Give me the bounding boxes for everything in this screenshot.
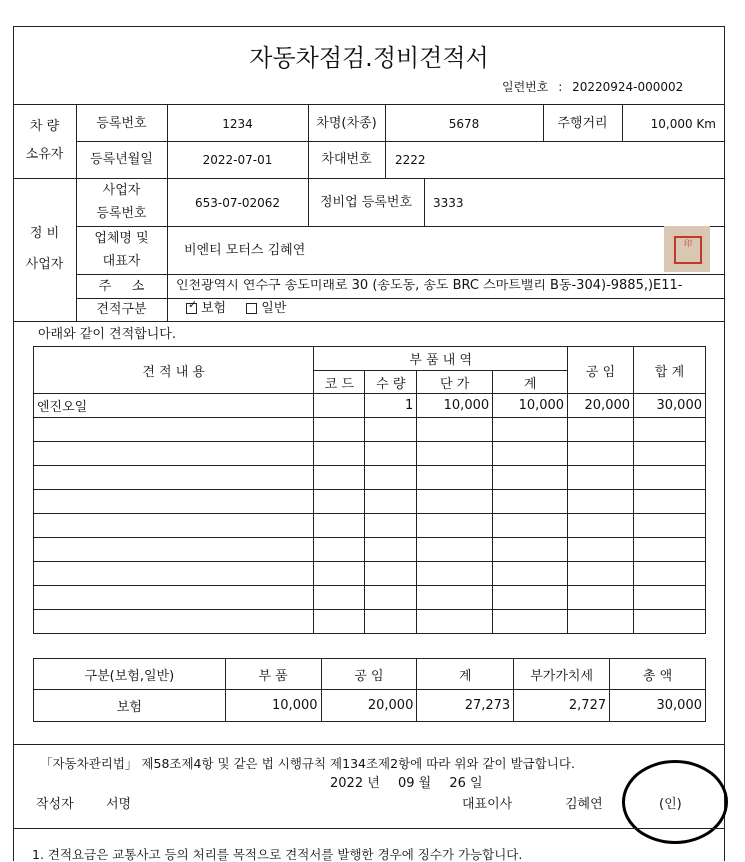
item-sum [493,466,568,490]
serial-sep: : [558,80,563,94]
item-qty: 1 [365,394,417,418]
checkbox-checked-icon[interactable]: ✓ [186,303,197,314]
summary-header-sum: 계 [417,659,514,690]
item-qty [365,442,417,466]
page-title: 자동차점검.정비견적서 [249,44,489,72]
item-unit-price [417,562,493,586]
item-unit-price [417,538,493,562]
item-sum [493,538,568,562]
address-value: 인천광역시 연수구 송도미래로 30 (송도동, 송도 BRC 스마트밸리 B동-304)-9885,)E11- [176,279,683,292]
item-labor [568,490,634,514]
item-code [314,586,365,610]
item-content [34,610,314,634]
ceo-label: 대표이사 [462,797,513,812]
table-row [34,538,706,562]
item-content [34,514,314,538]
item-qty [365,538,417,562]
header-parts: 부 품 내 역 [314,347,568,371]
item-code [314,394,365,418]
item-labor [568,562,634,586]
item-labor: 20,000 [568,394,634,418]
item-code [314,490,365,514]
vehicle-section-label-2: 소유자 [25,147,64,162]
date-day: 26 [449,776,466,791]
summary-header-type: 구분(보험,일반) [34,659,226,690]
item-unit-price: 10,000 [417,394,493,418]
item-qty [365,562,417,586]
item-labor [568,466,634,490]
item-code [314,610,365,634]
item-labor [568,586,634,610]
item-total [634,610,706,634]
date-year: 2022 [330,776,364,791]
item-labor [568,538,634,562]
item-qty [365,586,417,610]
item-code [314,514,365,538]
vehicle-section-label: 차 량 [29,119,60,134]
option-insurance-label: 보험 [201,301,227,316]
summary-parts: 10,000 [225,690,321,722]
summary-header-total: 총 액 [610,659,706,690]
summary-sum: 27,273 [417,690,514,722]
item-total [634,562,706,586]
mileage-label: 주행거리 [557,116,608,131]
author-label: 작성자 [36,797,74,812]
option-general[interactable] [246,301,286,316]
item-content [34,586,314,610]
stamp-seal-icon: 印 [674,236,702,264]
header-unit-price: 단 가 [417,371,493,394]
header-sum: 계 [493,371,568,394]
item-unit-price [417,418,493,442]
item-sum: 10,000 [493,394,568,418]
item-labor [568,514,634,538]
item-sum [493,490,568,514]
item-qty [365,418,417,442]
item-content: 엔진오일 [34,394,314,418]
reg-no-label: 등록번호 [96,116,147,131]
item-unit-price [417,442,493,466]
item-qty [365,514,417,538]
legal-text: 「자동차관리법」 제58조제4항 및 같은 법 시행규칙 제134조제2항에 따라 위와 같이 발급합니다. [40,756,575,771]
reg-no-value: 1234 [222,117,253,131]
item-total [634,514,706,538]
table-row [34,442,706,466]
item-labor [568,442,634,466]
company-label-2: 대표자 [102,254,141,269]
chassis-value: 2222 [395,153,426,167]
summary-labor: 20,000 [321,690,417,722]
item-total: 30,000 [634,394,706,418]
item-total [634,442,706,466]
date-day-unit: 일 [470,776,483,791]
item-sum [493,562,568,586]
table-row [34,394,706,418]
estimate-type-options [186,298,287,316]
car-name-value: 5678 [448,117,480,131]
option-insurance[interactable] [186,298,230,316]
issue-date [330,777,483,790]
car-name-label: 차명(차종) [316,116,377,131]
serial-label: 일련번호 [502,80,549,94]
note-1: 1. 견적요금은 교통사고 등의 처리를 목적으로 견적서를 발행한 경우에 징수가 가능합니다. [32,847,523,862]
checkbox-icon[interactable] [246,303,257,314]
item-unit-price [417,466,493,490]
item-labor [568,610,634,634]
serial-value: 20220924-000002 [572,80,684,94]
item-content [34,418,314,442]
mileage-value: 10,000 Km [650,117,716,131]
item-sum [493,442,568,466]
intro-text: 아래와 같이 견적합니다. [38,327,176,342]
item-sum [493,418,568,442]
serial-number [502,81,683,93]
item-sum [493,610,568,634]
item-total [634,418,706,442]
date-year-unit: 년 [367,776,380,791]
item-total [634,490,706,514]
shop-section-label: 정 비 [29,226,60,241]
item-unit-price [417,586,493,610]
item-total [634,586,706,610]
table-row [34,418,706,442]
item-unit-price [417,514,493,538]
item-code [314,538,365,562]
sign-label: 서명 [106,797,132,812]
table-row [34,514,706,538]
reg-date-value: 2022-07-01 [202,153,273,167]
biz-no-value: 653-07-02062 [194,196,280,210]
repair-no-label: 정비업 등록번호 [319,195,413,210]
table-row [34,490,706,514]
reg-date-label: 등록년월일 [90,152,153,167]
seal-mark: (인) [659,797,682,812]
summary-header-labor: 공 임 [321,659,417,690]
table-row [34,466,706,490]
repair-no-value: 3333 [433,196,464,210]
date-month-unit: 월 [418,776,432,791]
items-table [33,346,706,634]
item-qty [365,610,417,634]
biz-no-label: 사업자 [102,183,141,198]
chassis-label: 차대번호 [321,152,372,167]
option-general-label: 일반 [261,301,287,316]
item-code [314,418,365,442]
address-label: 주 소 [98,279,145,294]
estimate-type-label: 견적구분 [96,302,147,317]
summary-type: 보험 [34,690,226,722]
item-unit-price [417,490,493,514]
item-code [314,562,365,586]
header-total: 합 계 [634,347,706,394]
header-qty: 수 량 [365,371,417,394]
item-sum [493,514,568,538]
header-content: 견 적 내 용 [34,347,314,394]
item-code [314,466,365,490]
summary-table [33,658,706,722]
item-content [34,466,314,490]
date-month: 09 [397,776,415,791]
table-row [34,562,706,586]
item-content [34,442,314,466]
company-value: 비엔티 모터스 김혜연 [184,243,306,258]
ceo-name: 김혜연 [565,797,603,812]
item-content [34,562,314,586]
summary-header-parts: 부 품 [225,659,321,690]
biz-no-label-2: 등록번호 [96,206,147,221]
summary-total: 30,000 [610,690,706,722]
item-content [34,538,314,562]
shop-section-label-2: 사업자 [25,257,64,272]
item-qty [365,466,417,490]
item-sum [493,586,568,610]
company-stamp [664,226,710,272]
seal-circle-annotation [622,760,728,844]
summary-header-vat: 부가가치세 [514,659,610,690]
item-unit-price [417,610,493,634]
table-row [34,586,706,610]
item-code [314,442,365,466]
item-total [634,466,706,490]
item-total [634,538,706,562]
item-qty [365,490,417,514]
summary-vat: 2,727 [514,690,610,722]
table-row [34,610,706,634]
company-label: 업체명 및 [94,231,149,246]
header-code: 코 드 [314,371,365,394]
item-labor [568,418,634,442]
header-labor: 공 임 [568,347,634,394]
item-content [34,490,314,514]
